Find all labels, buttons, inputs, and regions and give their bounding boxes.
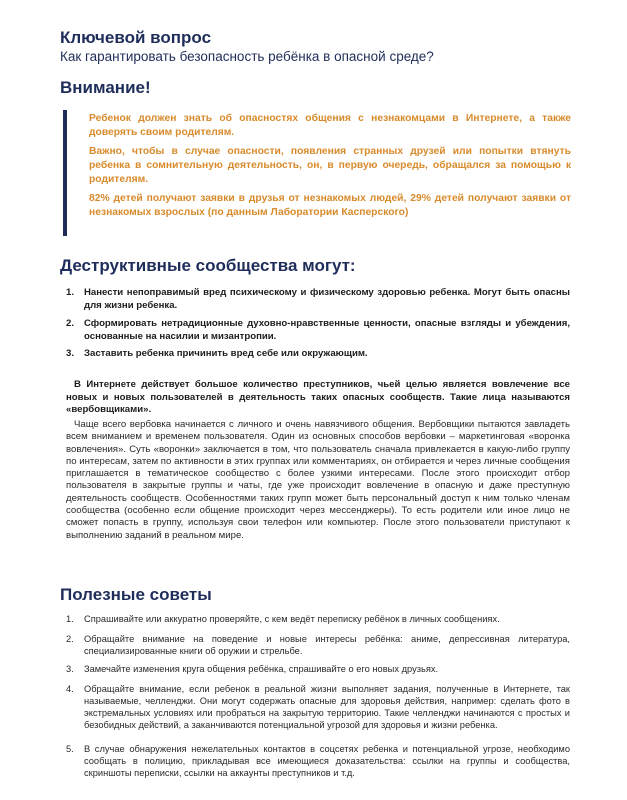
list-item-text: В случае обнаружения нежелательных контактов в соцсетях ребенка и потенциальной угрозе, необходимо сообщать в полицию, прикладывая все имеющиеся доказательства: ссылки на группы и сообщества, скриншоты переписки, ссылки на аккаунты преступников и т.д. <box>84 744 570 778</box>
attention-paragraph: Важно, чтобы в случае опасности, появления странных друзей или попытки втянуть ребенка в сомнительную деятельность, он, в первую очередь, обращался за помощью к родителям. <box>89 146 571 185</box>
attention-paragraph: 82% детей получают заявки в друзья от незнакомых людей, 29% детей получают заявки от незнакомых взрослых (по данным Лаборатории Касперского) <box>89 193 571 218</box>
list-item-text: Обращайте внимание, если ребенок в реальной жизни выполняет задания, полученные в Интернете, так называемые, челленджи. Они могут содержать опасные для здоровья действия, например: сделать фото в экстремальных условиях или пробраться на закрытую территорию. Такие челленджи начинаются с простых и безобидных действий, а заканчиваются потенциальной угрозой для здоровья и жизни ребенка. <box>84 684 570 730</box>
list-item-number: 2. <box>66 634 74 644</box>
attention-title: Внимание! <box>60 78 151 97</box>
attention-box <box>63 110 579 236</box>
list-item-text: Сформировать нетрадиционные духовно-нравственные ценности, опасные взгляды и убеждения, основанные на насилии и мизантропии. <box>84 318 570 342</box>
tips-heading: Полезные советы <box>60 585 212 604</box>
list-item-number: 3. <box>66 664 74 674</box>
key-question-subtitle: Как гарантировать безопасность ребёнка в опасной среде? <box>60 49 434 64</box>
attention-paragraph: Ребенок должен знать об опасностях общения с незнакомцами в Интернете, а также доверять своим родителям. <box>89 113 571 138</box>
body-paragraph: Чаще всего вербовка начинается с личного и очень навязчивого общения. Вербовщики пытаются завладеть всем вниманием и временем пользователя. Один из основных способов вербовки – маркетинговая «воронка вовлечения». Суть «воронки» заключается в том, что пользователь сначала привлекается в какую-либо группу по интересам, затем по активности в этих группах или комментариях, он отбирается и через личные сообщения приглашается в тематическое сообщество с более узкими интересами. После этого происходит отбор пользователя в закрытые группы и чаты, где уже происходит вовлечение в опасную и даже преступную деятельность сообществ. Особенностями таких групп может быть персональный доступ к ним только членам сообщества (особенно если общение происходит через мессенджеры). То есть родители или иное лицо не сможет попасть в группу, используя свои телефон или компьютер. После этого пользователи приступают к выполнению заданий в реальном мире. <box>66 419 570 541</box>
key-question-title: Ключевой вопрос <box>60 28 212 47</box>
list-item-number: 4. <box>66 684 74 694</box>
list-item-text: Нанести непоправимый вред психическому и физическому здоровью ребенка. Могут быть опасны для жизни ребенка. <box>84 287 570 311</box>
list-item-number: 2. <box>66 318 75 329</box>
intro-paragraph: В Интернете действует большое количество преступников, чьей целью является вовлечение все новых и новых пользователей в деятельность таких опасных сообществ. Такие лица называются «вербовщиками». <box>66 379 570 415</box>
list-item-text: Спрашивайте или аккуратно проверяйте, с кем ведёт переписку ребёнок в личных сообщениях. <box>84 614 500 624</box>
list-item-text: Обращайте внимание на поведение и новые интересы ребёнка: аниме, депрессивная литература, специализированные книги об оружии и стрельбе. <box>84 634 570 656</box>
list-item-number: 3. <box>66 348 75 359</box>
tips-list <box>66 613 570 783</box>
list-item-text: Заставить ребенка причинить вред себе или окружающим. <box>84 348 368 359</box>
list-item-number: 1. <box>66 614 74 624</box>
list-item-number: 5. <box>66 744 74 754</box>
list-item-number: 1. <box>66 287 75 298</box>
destructive-list <box>66 286 570 366</box>
list-item-text: Замечайте изменения круга общения ребёнка, спрашивайте о его новых друзьях. <box>84 664 439 674</box>
destructive-heading: Деструктивные сообщества могут: <box>60 256 356 275</box>
